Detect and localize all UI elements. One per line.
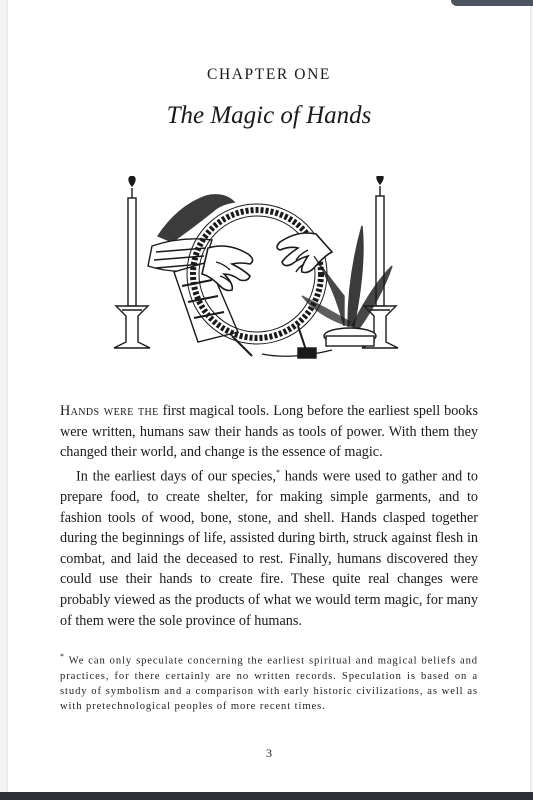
body-text xyxy=(60,401,478,631)
chapter-label: CHAPTER ONE xyxy=(207,66,331,83)
paragraph-lead-in: Hands were the xyxy=(60,403,159,419)
book-page xyxy=(8,0,530,792)
right-hand-icon xyxy=(277,233,332,273)
paragraph-2 xyxy=(60,463,478,631)
paragraph-2-text: hands were used to gather and to prepare food, to create shelter, for making simple garments, and to fashion tools of wood, bone, stone, and shell. Hands clasped together during the beginnings of life, assisted during birth, struck against flesh in combat, and laid the deceased to rest. Finally, humans discovered they could use their hands to create fire. These quite real changes were probably viewed as the products of what we would term magic, for many of them were the sole province of humans. xyxy=(60,468,478,629)
paragraph-2-start: In the earliest days of our species, xyxy=(76,468,276,485)
chapter-title: The Magic of Hands xyxy=(166,102,372,129)
page-number: 3 xyxy=(266,746,272,760)
footnote xyxy=(60,649,478,714)
footnote-text: We can only speculate concerning the earliest spiritual and magical beliefs and practices, for there certainly are no written records. Speculation is based on a study of symbolism and a comparison with early historic civilizations, as well as with pretechnological peoples of more recent times. xyxy=(60,655,478,713)
footnote-reference[interactable]: * xyxy=(275,467,280,477)
footnote-marker: * xyxy=(60,652,65,661)
hands-magic-circle-candles-illustration xyxy=(112,176,402,366)
right-candle-icon xyxy=(362,176,398,348)
window-corner-tab xyxy=(451,0,533,6)
paragraph-1 xyxy=(60,401,478,463)
left-candle-icon xyxy=(114,176,150,348)
bottom-edge-bar xyxy=(0,792,533,800)
paragraph-1-text: first magical tools. Long before the earliest spell books were written, humans saw their hands as tools of power. With them they changed their world, and change is the essence of magic. xyxy=(60,403,478,461)
